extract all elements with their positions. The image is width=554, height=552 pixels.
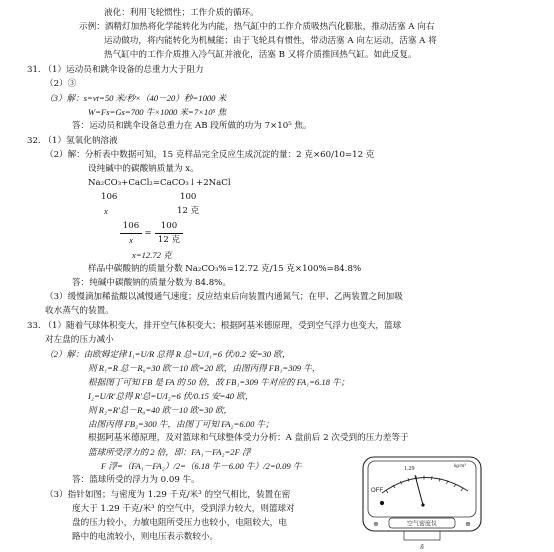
unknown-x: x — [104, 206, 108, 216]
text-line: 篮球所受浮力的 2 倍，即：FA₁－FA₂=2F 浮 — [88, 447, 251, 457]
fraction-numerator: 106 — [122, 221, 140, 231]
meter-needle-pivot — [421, 503, 424, 506]
question-32-part-1: 32. （1）氢氧化钠溶液 — [27, 136, 118, 146]
text-line: 路中的电流较小，则电压表示数较小。 — [72, 532, 219, 542]
coefficient: 100 — [180, 192, 197, 202]
answer-33: 答：篮球所受的浮力为 0.09 牛。 — [72, 475, 200, 485]
text-line: I₂=U/R′总得 R′总=U/I₂=6 伏/0.15 安=40 欧， — [88, 391, 254, 401]
question-32-part-2: （2）解：分析表中数据可知，15 克样品完全反应生成沉淀的量：2 克×60/10=12 克 — [45, 150, 375, 160]
text-line: 根据阿基米德原理，及对篮球和气球整体受力分析：A 盘前后 2 次受到的压力差等于 — [88, 433, 409, 443]
text-line: 设纯碱中的碳酸钠质量为 x。 — [88, 164, 199, 174]
answer-31: 答：运动员和跳伞设备总重力在 AB 段所做的功为 7×10⁵ 焦。 — [72, 121, 312, 131]
fraction-numerator: 100 — [160, 221, 178, 231]
equals-sign: = — [144, 228, 152, 238]
question-33-part-2: （2）解：由欧姆定律 I₁=U/R 总得 R 总=U/I₁=6 伏/0.2 安=30 欧， — [45, 349, 291, 359]
right-terminal-screw-icon: ⊕ — [465, 520, 471, 528]
text-line: 运动做功，将内能转化为机械能；由于飞轮具有惯性，带动活塞 A 向左运动，活塞 A 将 — [104, 36, 437, 46]
text-line: 对左盘的压力减小 — [45, 335, 114, 345]
question-32-part-3: （3）缓慢滴加稀盐酸以减慢通气速度；反应结束后向装置内通氮气；在甲、乙两装置之间加吸 — [45, 292, 403, 302]
meter-scale-value: 1.29 — [404, 466, 415, 472]
meter-unit-label: kg/m³ — [454, 463, 466, 469]
mass-value: 12 克 — [177, 206, 200, 216]
work-equation: W=Fs=Gs=700 牛×1000 米=7×10⁵ 焦 — [88, 107, 227, 117]
fraction-bar — [155, 233, 183, 234]
x-result: x=12.72 克 — [132, 250, 172, 260]
chemical-equation: Na₂CO₃+CaCl₂=CaCO₃↓+2NaCl — [88, 178, 231, 188]
buoyancy-equation: F 浮=（FA₁－FA₂）/2=（6.18 牛－6.00 牛）/2=0.09 牛 — [101, 461, 302, 471]
text-line: 液化：利用飞轮惯性；工作介质的循环。 — [104, 8, 259, 18]
text-line: 收水蒸气的装置。 — [45, 306, 114, 316]
question-31-part-2: （2）③ — [45, 79, 77, 89]
fraction-denominator: 12 克 — [157, 235, 181, 245]
text-line: 度大于 1.29 千克/米³ 的空气中，受到浮力较大，则篮球对 — [72, 504, 295, 514]
fraction-denominator: x — [129, 235, 133, 245]
text-line: 则 R₂=R′总－R₀=40 欧－10 欧=30 欧， — [88, 405, 233, 415]
coefficient: 106 — [101, 192, 118, 202]
text-line: 样品中碳酸钠的质量分数 Na₂CO₃%=12.72 克/15 克×100%=84.8% — [88, 264, 362, 274]
meter-panel-label: 空气密度仪 — [406, 520, 438, 528]
text-line: 则 R₁=R 总－R₀=30 欧－10 欧=20 欧，由图丙得 FB₁=309 牛， — [88, 363, 321, 373]
text-line: 热气缸中的工作介质推入冷气缸并液化，活塞 B 又将介质推回热气缸。如此反复。 — [104, 50, 417, 60]
meter-off-label: OFF — [371, 488, 383, 494]
text-line: 由图丙得 FB₂=300 牛，由图丁可知 FA₂=6.00 牛； — [88, 419, 274, 429]
answer-32: 答：纯碱中碳酸钠的质量分数为 84.8%。 — [72, 278, 231, 288]
left-terminal-screw-icon: ⊕ — [373, 520, 379, 528]
text-line: 示例：酒精灯加热将化学能转化为内能，热气缸中的工作介质吸热汽化膨胀，推动活塞 A 向右 — [79, 22, 435, 32]
question-31-part-1: 31. （1）运动员和跳伞设备的总重力大于阻力 — [27, 65, 204, 75]
air-density-meter-figure — [360, 455, 488, 552]
figure-bottom-label: ñ — [420, 543, 424, 551]
fraction-bar — [120, 233, 142, 234]
question-31-part-3: （3）解：s=vt=50 米/秒×（40－20）秒=1000 米 — [45, 93, 227, 103]
text-line: 根据图丁可知 FB 是 FA 的 50 倍，故 FB₁=309 牛对应的 FA₁=6.18 牛； — [88, 377, 350, 387]
question-33-part-1: 33. （1）随着气球体积变大，排开空气体积变大；根据阿基米德原理，受到空气浮力也变大，篮球 — [27, 321, 402, 331]
meter-power-dot — [380, 501, 384, 505]
question-33-part-3: （3）指针如图；与密度为 1.29 千克/米³ 的空气相比，装置在密 — [45, 490, 291, 500]
text-line: 盘的压力较小，力敏电阻所受压力也较小，电阻较大，电 — [72, 518, 287, 528]
meter-base-bracket — [404, 531, 440, 540]
